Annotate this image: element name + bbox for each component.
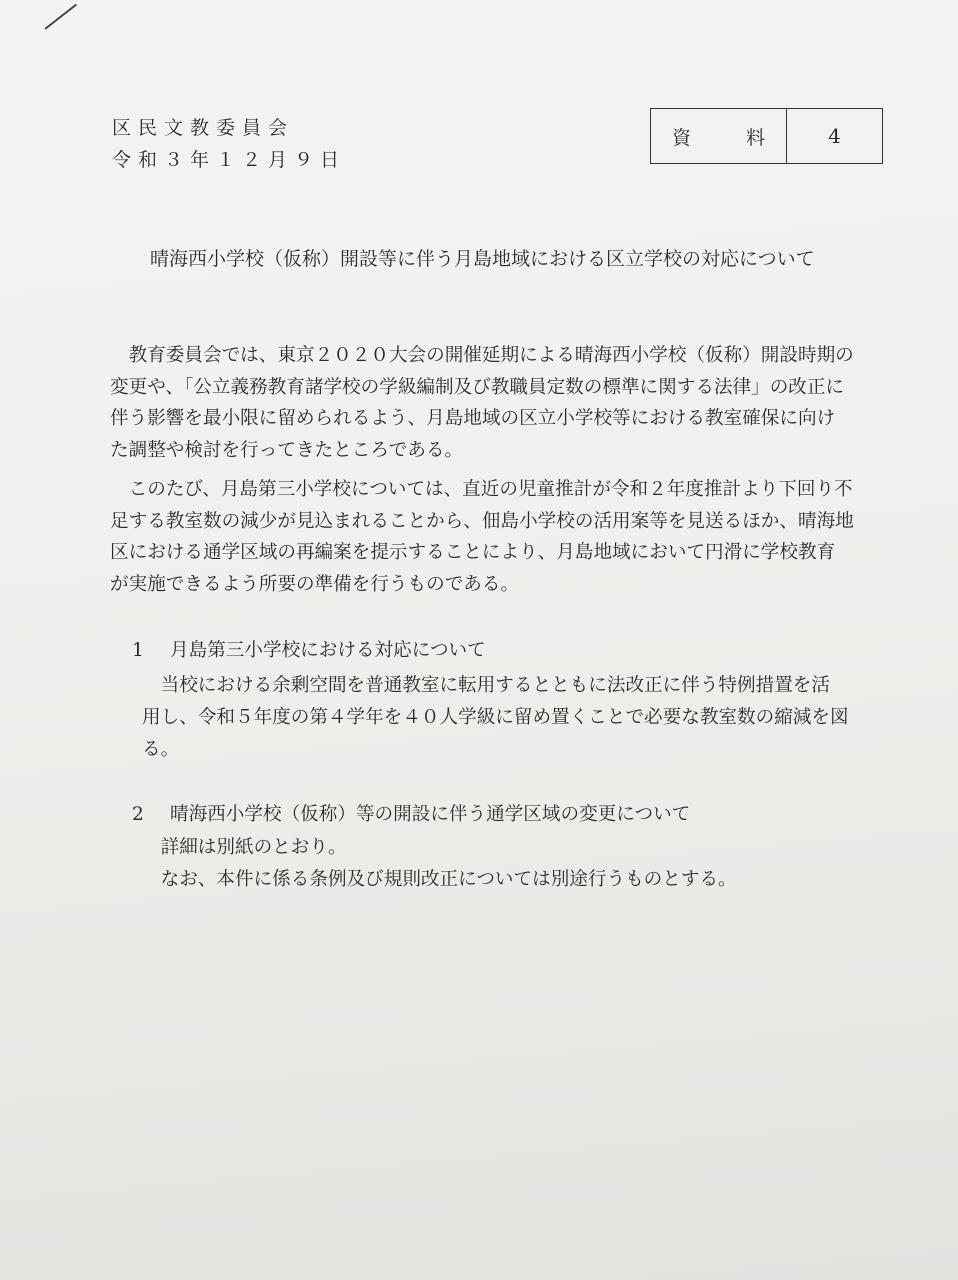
section-1-heading: [132, 636, 486, 662]
text-line: 区における通学区域の再編案を提示することにより、月島地域において円滑に学校教育: [110, 542, 836, 563]
meeting-date: 令和３年１２月９日: [112, 149, 347, 171]
document-number: 4: [828, 124, 841, 148]
text-line: 足する教室数の減少が見込まれることから、佃島小学校の活用案等を見送るほか、晴海地: [110, 510, 854, 532]
pen-mark: [44, 4, 77, 30]
section-heading-text: 月島第三小学校における対応について: [170, 640, 486, 661]
committee-name: 区民文教委員会: [112, 117, 295, 139]
section-1-body: [142, 670, 892, 766]
section-number: 1: [132, 640, 144, 661]
section-heading-text: 晴海西小学校（仮称）等の開設に伴う通学区域の変更について: [170, 804, 691, 825]
text-line: 当校における余剰空間を普通教室に転用するとともに法改正に伴う特例措置を活: [142, 675, 830, 696]
document-number-box: [650, 108, 883, 164]
section-2-body: [142, 832, 892, 896]
text-line: る。: [142, 739, 180, 760]
text-line: が実施できるよう所要の準備を行うものである。: [110, 573, 520, 595]
text-line: 伴う影響を最小限に留められるよう、月島地域の区立小学校等における教室確保に向け: [110, 408, 836, 429]
text-line: なお、本件に係る条例及び規則改正については別途行うものとする。: [142, 869, 737, 890]
text-line: このたび、月島第三小学校については、直近の児童推計が令和２年度推計より下回り不: [110, 479, 853, 500]
text-line: 用し、令和５年度の第４学年を４０人学級に留め置くことで必要な教室数の縮減を図: [142, 707, 849, 728]
text-line: 教育委員会では、東京２０２０大会の開催延期による晴海西小学校（仮称）開設時期の: [110, 345, 854, 366]
section-2-heading: [132, 800, 690, 826]
intro-paragraph-2: [110, 474, 890, 600]
intro-paragraph-1: [110, 340, 890, 466]
text-line: 詳細は別紙のとおり。: [142, 837, 347, 858]
text-line: た調整や検討を行ってきたところである。: [110, 439, 464, 461]
text-line: 変更や、「公立義務教育諸学校の学級編制及び教職員定数の標準に関する法律」の改正に: [110, 376, 845, 398]
document-title: 晴海西小学校（仮称）開設等に伴う月島地域における区立学校の対応について: [150, 248, 815, 270]
document-label: 資 料: [651, 109, 787, 163]
section-number: 2: [132, 804, 144, 825]
